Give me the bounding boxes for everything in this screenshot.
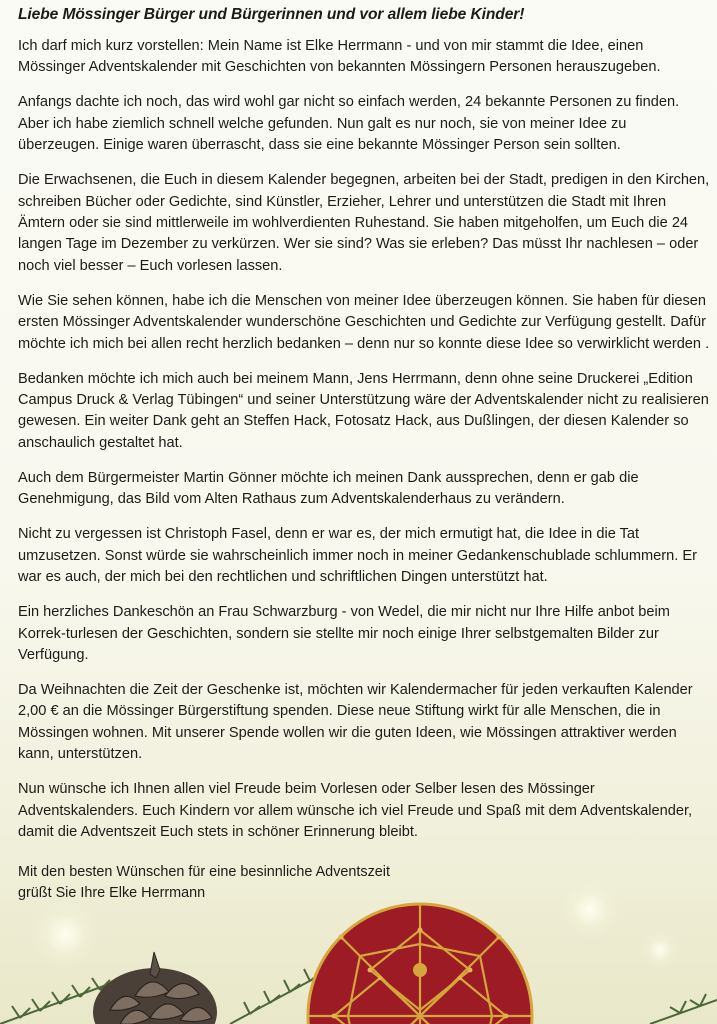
letter-body — [18, 4, 711, 857]
christmas-decoration — [0, 900, 717, 1024]
paragraph-10: Nun wünsche ich Ihnen allen viel Freude beim Vorlesen oder Selber lesen des Mössinger Adventskalenders. Euch Kindern vor allem wünsche ich viel Freude und Spaß mit dem Adventskalender, damit die Adventszeit Euch stets in schöner Erinnerung bleibt. — [18, 781, 693, 840]
paragraph-5: Bedanken möchte ich mich auch bei meinem Mann, Jens Herrmann, denn ohne seine Druckerei „Edition Campus Druck & Verlag Tübingen“ und seiner Unterstützung wäre der Adventskalender nicht zu realisieren gewesen. Ein weiter Dank geht an Steffen Hack, Fotosatz Hack, aus Dußlingen, der diesen Kalender so anschaulich gestaltet hat. — [18, 370, 709, 451]
paragraph-3: Die Erwachsenen, die Euch in diesem Kalender begegnen, arbeiten bei der Stadt, predigen in den Kirchen, schreiben Bücher oder Gedichte, sind Künstler, Erzieher, Lehrer und unterstützen die Stadt mit Ihren Ämtern oder sie sind mittlerweile im wohlverdienten Ruhestand. Sie haben mitgeholfen, um Euch die 24 langen Tage im Dezember zu verkürzen. Wer sie sind? Was sie erleben? Das müsst Ihr nachlesen – oder noch viel besser – Euch vorlesen lassen. — [18, 172, 710, 274]
signature-line: grüßt Sie Ihre Elke Herrmann — [18, 884, 206, 901]
paragraph-2: Anfangs dachte ich noch, das wird wohl gar nicht so einfach werden, 24 bekannte Personen zu finden. Aber ich habe ziemlich schnell welche gefunden. Nun galt es nur noch, sie von meiner Idee zu überzeugen. Einige waren überrascht, dass sie eine bekannte Mössinger Person sein sollten. — [18, 94, 680, 154]
christmas-bauble-icon — [308, 904, 532, 1024]
pine-cone-icon — [93, 952, 217, 1024]
paragraph-9: Da Weihnachten die Zeit der Geschenke ist, möchten wir Kalendermacher für jeden verkauften Kalender 2,00 € an die Mössinger Bürgerstiftung spenden. Diese neue Stiftung wirkt für alle Menschen, die in Mössingen wohnen. Mit unserer Spende wollen wir die guten Ideen, wie Mössingen attraktiver werden kann, unterstützen. — [18, 681, 693, 763]
letter-title: Liebe Mössinger Bürger und Bürgerinnen und vor allem liebe Kinder! — [18, 6, 525, 23]
paragraph-7: Nicht zu vergessen ist Christoph Fasel, denn er war es, der mich ermutigt hat, die Idee in die Tat umzusetzen. Sonst würde sie wahrscheinlich immer noch in meiner Gedankenschublade schlummern. Er war es auch, der mich bei den rechtlichen und schriftlichen Dingen unterstützt hat. — [18, 526, 697, 586]
paragraph-6: Auch dem Bürgermeister Martin Gönner möchte ich meinen Dank aussprechen, denn er gab die Genehmigung, das Bild vom Alten Rathaus zum Adventskalenderhaus zu verändern. — [18, 469, 639, 508]
paragraph-1: Ich darf mich kurz vorstellen: Mein Name ist Elke Herrmann - und von mir stammt die Idee, einen Mössinger Adventskalender mit Geschichten von bekannten Mössingern Personen herauszugeben. — [18, 38, 661, 76]
paragraph-4: Wie Sie sehen können, habe ich die Menschen von meiner Idee überzeugen können. Sie haben für diesen ersten Mössinger Adventskalender wunderschöne Geschichten und Gedichte zur Verfügung gestellt. Dafür möchte ich mich bei allen recht herzlich bedanken – denn nur so konnte diese Idee so verwirklicht werden . — [18, 292, 710, 352]
letter-closing — [18, 862, 618, 903]
closing-line: Mit den besten Wünschen für eine besinnliche Adventszeit — [18, 864, 390, 880]
paragraph-8: Ein herzliches Dankeschön an Frau Schwarzburg - von Wedel, die mir nicht nur Ihre Hilfe anbot beim Korrek-turlesen der Geschichten, sondern sie stellte mir noch einige Ihrer selbstgemalten Bilder zur Verfügung. — [18, 604, 670, 663]
